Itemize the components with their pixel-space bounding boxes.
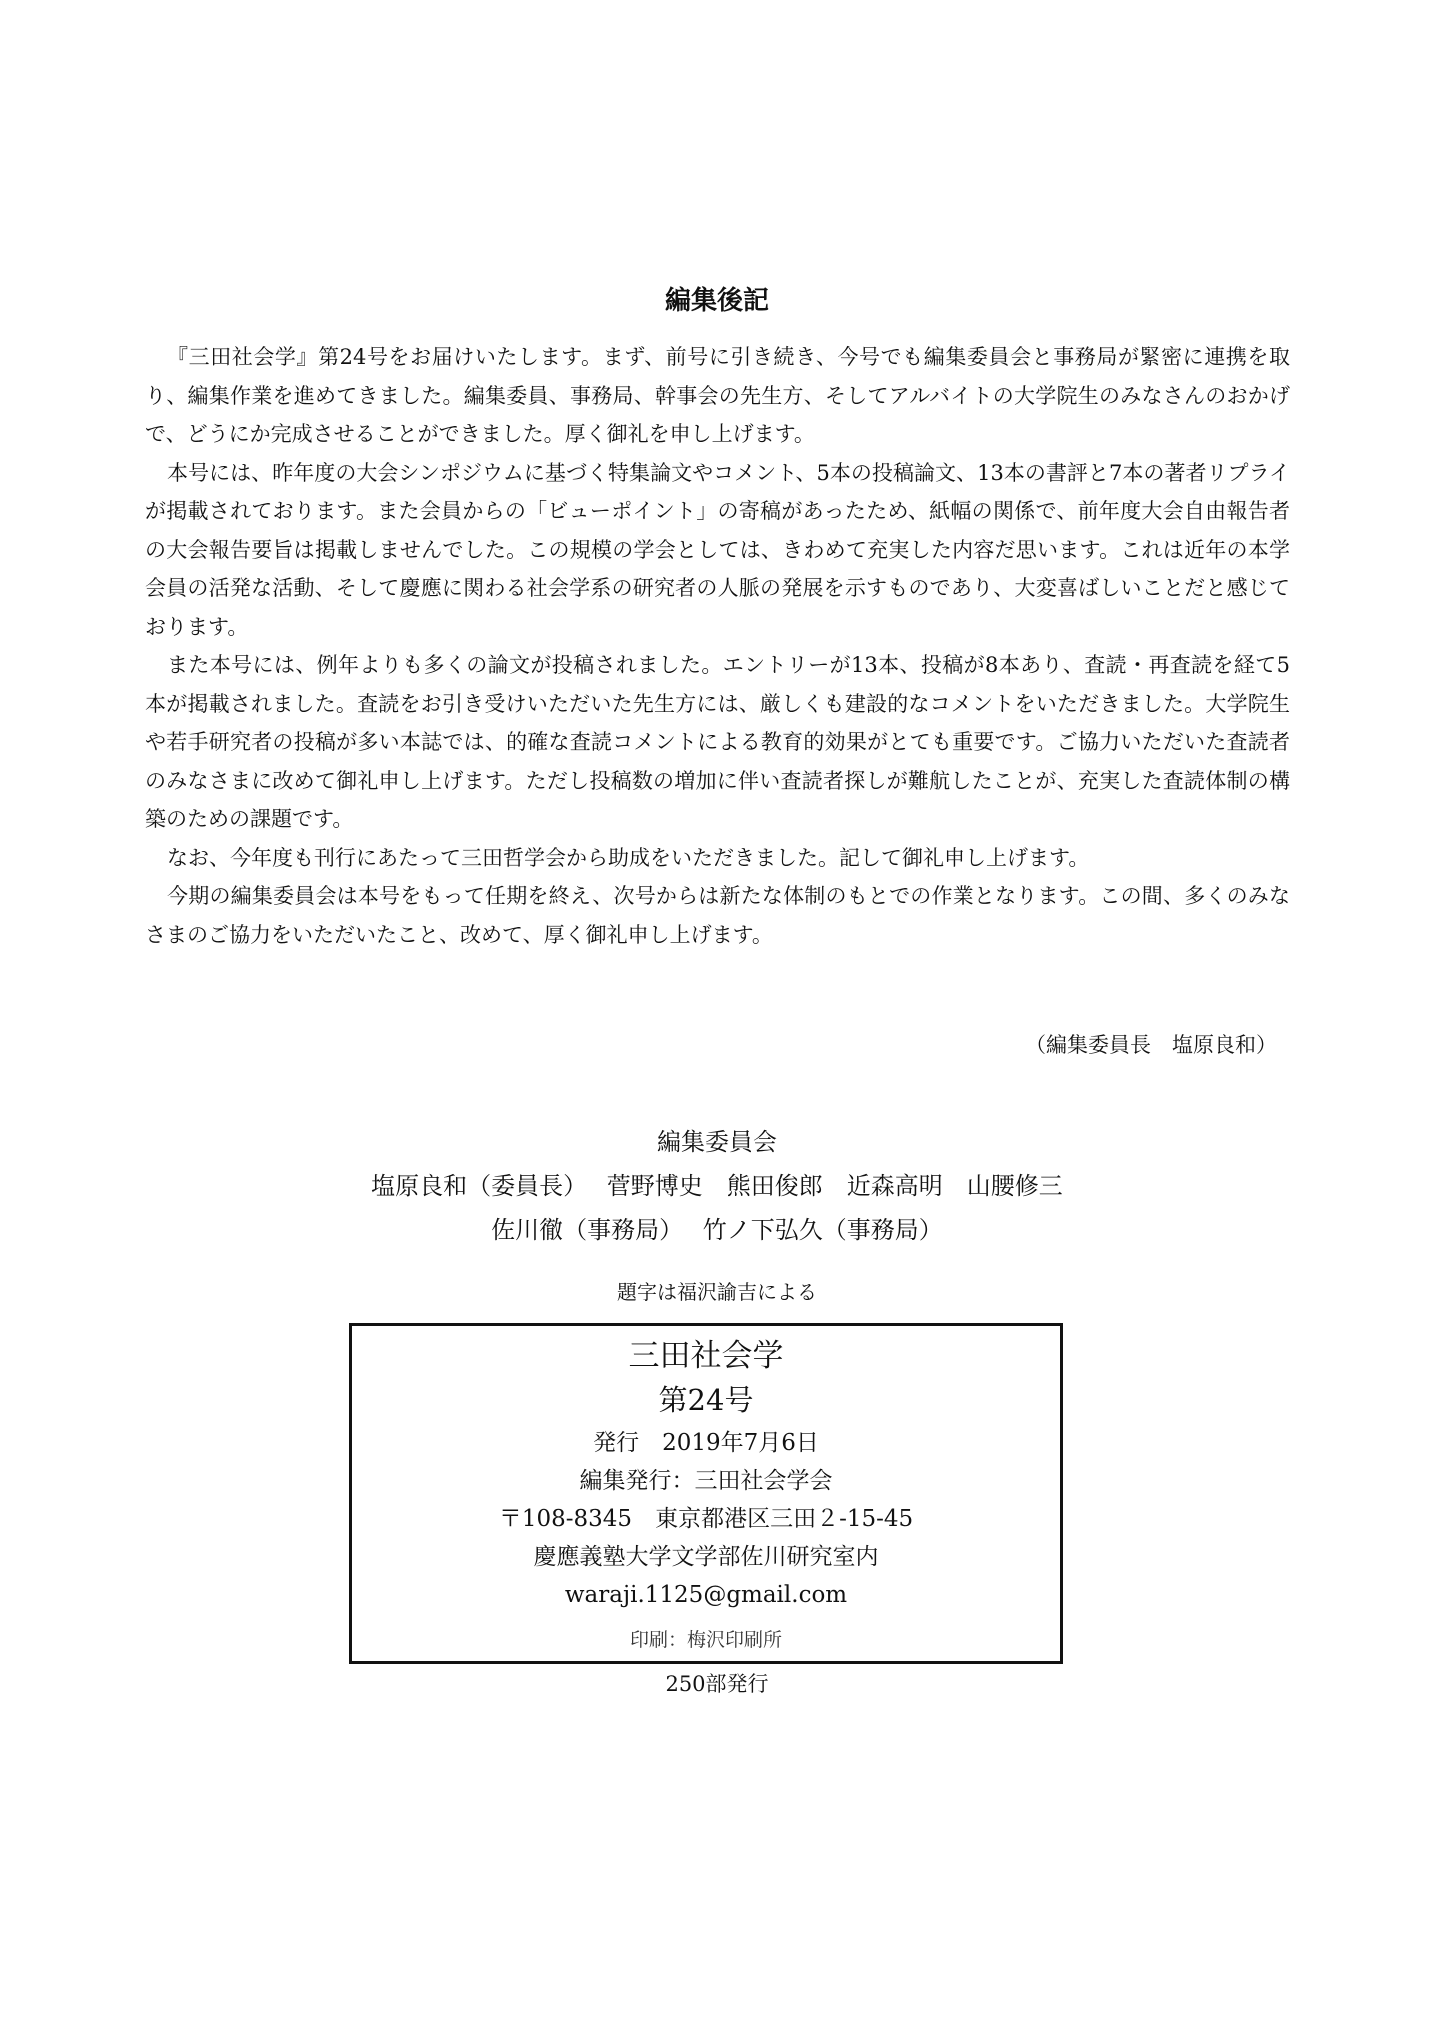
- issue-number: 第24号: [658, 1383, 754, 1417]
- committee-members-row-2: 佐川徹（事務局） 竹ノ下弘久（事務局）: [491, 1216, 943, 1244]
- paragraph-2: 本号には、昨年度の大会シンポジウムに基づく特集論文やコメント、5本の投稿論文、13本の書評と7本の著者リプライが掲載されております。また会員からの「ビューポイント」の寄稿があったため、紙幅の関係で、前年度大会自由報告者の大会報告要旨は掲載しませんでした。この規模の学会としては、きわめて充実した内容だ思います。これは近年の本学会員の活発な活動、そして慶應に関わる社会学系の研究者の人脈の発展を示すものであり、大変喜ばしいことだと感じております。: [145, 460, 1290, 639]
- paragraph-1: 『三田社会学』第24号をお届けいたします。まず、前号に引き続き、今号でも編集委員会と事務局が緊密に連携を取り、編集作業を進めてきました。編集委員、事務局、幹事会の先生方、そしてアルバイトの大学院生のみなさんのおかげで、どうにか完成させることができました。厚く御礼を申し上げます。: [145, 345, 1290, 446]
- contact-email: waraji.1125@gmail.com: [564, 1582, 848, 1608]
- paragraph-5: 今期の編集委員会は本号をもって任期を終え、次号からは新たな体制のもとでの作業となります。この間、多くのみなさまのご協力をいただいたこと、改めて、厚く御礼申し上げます。: [145, 884, 1290, 947]
- publisher: 編集発行：三田社会学会: [579, 1468, 833, 1494]
- paragraph-3: また本号には、例年よりも多くの論文が投稿されました。エントリーが13本、投稿が8本あり、査読・再査読を経て5本が掲載されました。査読をお引き受けいただいた先生方には、厳しくも建設的なコメントをいただきました。大学院生や若手研究者の投稿が多い本誌では、的確な査読コメントによる教育的効果がとても重要です。ご協力いただいた査読者のみなさまに改めて御礼申し上げます。ただし投稿数の増加に伴い査読者探しが難航したことが、充実した査読体制の構築のための課題です。: [145, 653, 1290, 831]
- editorial-committee: [0, 1120, 1434, 1252]
- committee-heading: 編集委員会: [657, 1128, 777, 1156]
- calligraphy-note: 題字は福沢諭吉による: [617, 1280, 817, 1304]
- circulation-count: 250部発行: [665, 1672, 769, 1696]
- journal-title: 三田社会学: [628, 1338, 784, 1374]
- page-title: 編集後記: [664, 286, 769, 316]
- editor-signature: （編集委員長 塩原良和）: [1025, 1033, 1277, 1057]
- postal-address: 〒108-8345 東京都港区三田２-15-45: [498, 1506, 914, 1532]
- committee-members-row-1: 塩原良和（委員長） 菅野博史 熊田俊郎 近森高明 山腰修三: [371, 1172, 1063, 1200]
- printer: 印刷：梅沢印刷所: [629, 1629, 782, 1651]
- colophon-box: [349, 1323, 1063, 1664]
- publication-date: 発行 2019年7月6日: [593, 1430, 819, 1456]
- office-location: 慶應義塾大学文学部佐川研究室内: [533, 1544, 879, 1570]
- afterword-body: [145, 338, 1290, 954]
- paragraph-4: なお、今年度も刊行にあたって三田哲学会から助成をいただきました。記して御礼申し上げます。: [167, 845, 1090, 870]
